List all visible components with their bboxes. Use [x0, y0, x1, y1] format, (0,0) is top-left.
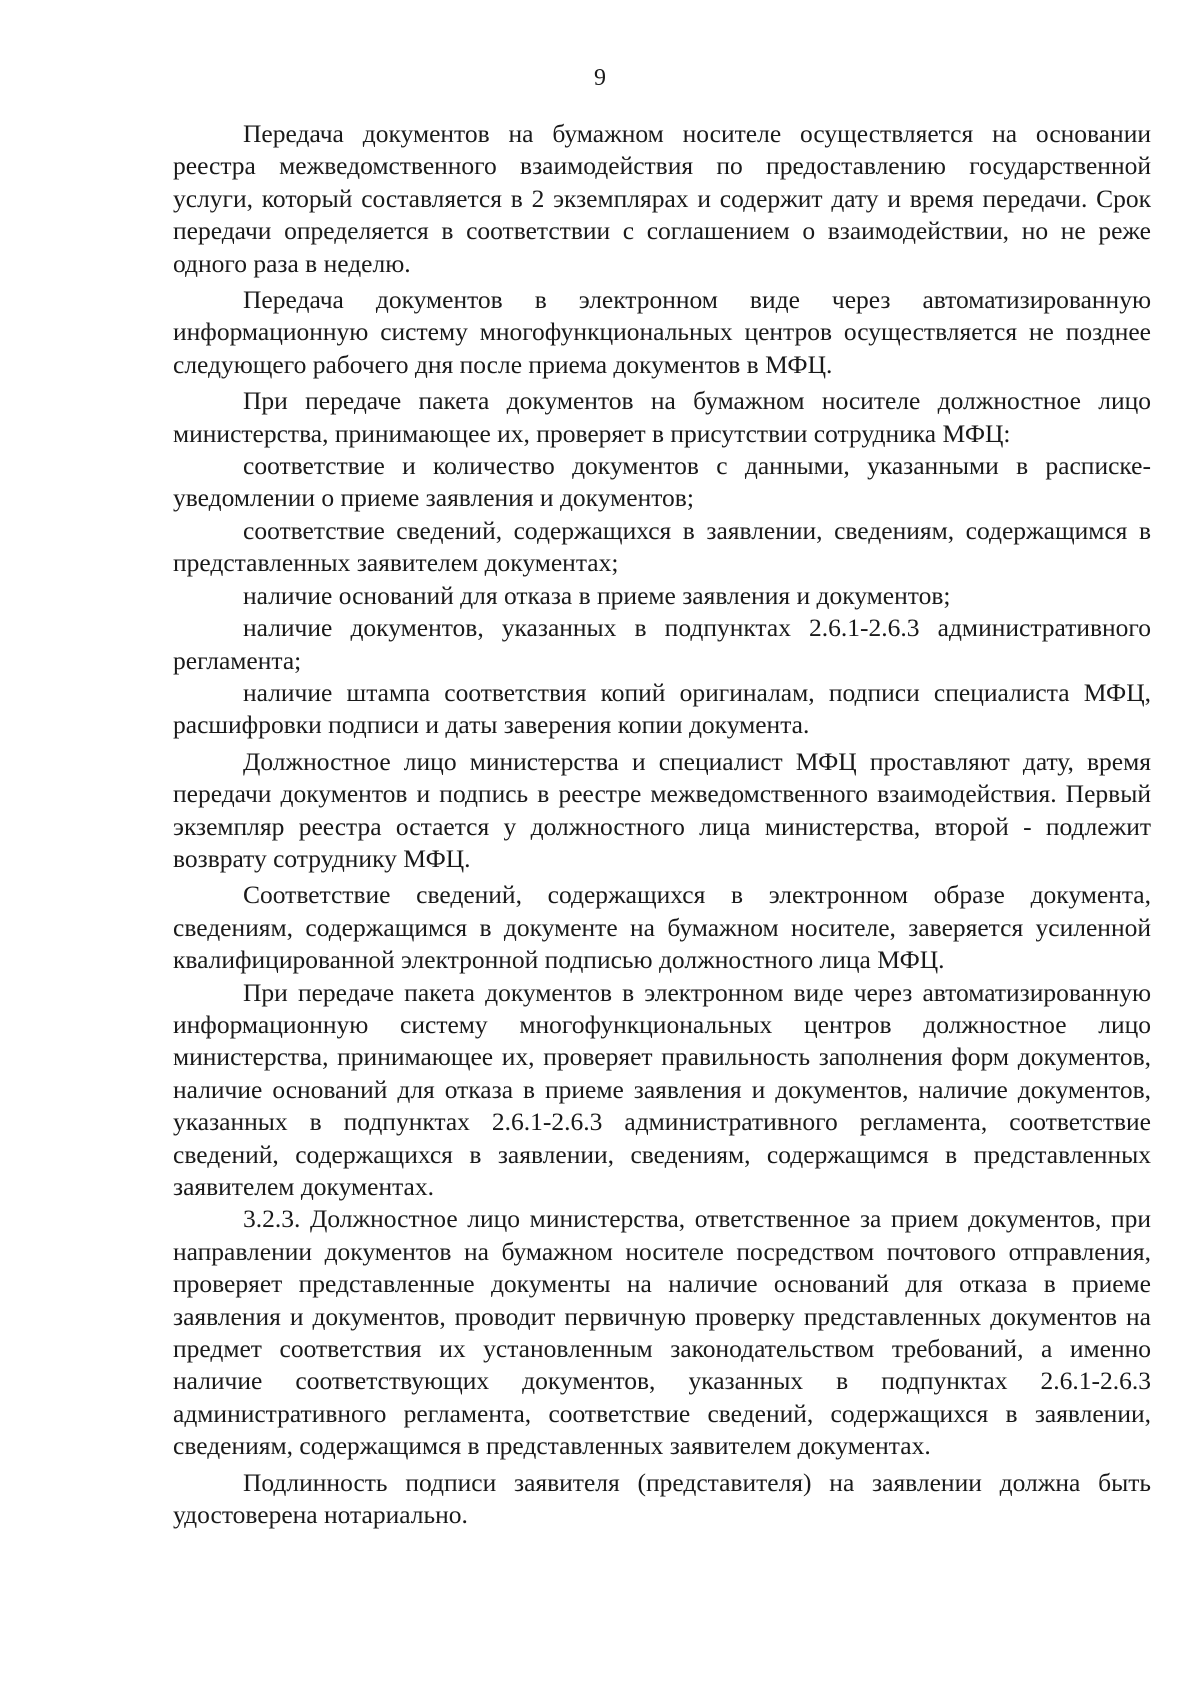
paragraph-notarization: Подлинность подписи заявителя (представителя) на заявлении должна быть удостоверена нотариально. — [173, 1467, 1151, 1530]
page-number: 9 — [594, 65, 606, 91]
paragraph-electronic-signature: Соответствие сведений, содержащихся в электронном образе документа, сведениям, содержащимся в документе на бумажном носителе, заверяется усиленной квалифицированной электронной подписью должностного лица МФЦ. — [173, 880, 1151, 975]
list-item-stamp-presence: наличие штампа соответствия копий оригиналам, подписи специалиста МФЦ, расшифровки подписи и даты заверения копии документа. — [173, 677, 1151, 740]
paragraph-electronic-transfer: Передача документов в электронном виде через автоматизированную информационную систему многофункциональных центров осуществляется не позднее следующего рабочего дня после приема документов в МФЦ. — [173, 285, 1151, 379]
list-item-compliance-information: соответствие сведений, содержащихся в заявлении, сведениям, содержащимся в представленных заявителем документах; — [173, 515, 1151, 578]
list-item-refusal-grounds: наличие оснований для отказа в приеме заявления и документов; — [243, 580, 951, 610]
paragraph-registry-signing: Должностное лицо министерства и специалист МФЦ проставляют дату, время передачи документов и подпись в реестре межведомственного взаимодействия. Первый экземпляр реестра остается у должностного лица министерства, второй - подлежит возврату сотруднику МФЦ. — [173, 746, 1151, 873]
paragraph-paper-check-intro: При передаче пакета документов на бумажном носителе должностное лицо министерства, принимающее их, проверяет в присутствии сотрудника МФЦ: — [173, 386, 1151, 448]
paragraph-section-3-2-3: 3.2.3. Должностное лицо министерства, ответственное за прием документов, при направлении документов на бумажном носителе посредством почтового отправления, проверяет представленные документы на наличие оснований для отказа в приеме заявления и документов, проводит первичную проверку представленных документов на предмет соответствия их установленным законодательством требований, а именно наличие соответствующих документов, указанных в подпунктах 2.6.1-2.6.3 административного регламента, соответствие сведений, содержащихся в заявлении, сведениям, содержащимся в представленных заявителем документах. — [173, 1204, 1151, 1461]
paragraph-paper-transfer: Передача документов на бумажном носителе осуществляется на основании реестра межведомственного взаимодействия по предоставлению государственной услуги, который составляется в 2 экземплярах и содержит дату и время передачи. Срок передачи определяется в соответствии с соглашением о взаимодействии, но не реже одного раза в неделю. — [173, 119, 1151, 278]
list-item-documents-presence: наличие документов, указанных в подпунктах 2.6.1-2.6.3 административного регламента; — [173, 613, 1151, 675]
paragraph-electronic-check: При передаче пакета документов в электронном виде через автоматизированную информационную систему многофункциональных центров должностное лицо министерства, принимающее их, проверяет правильность заполнения форм документов, наличие оснований для отказа в приеме заявления и документов, наличие документов, указанных в подпунктах 2.6.1-2.6.3 административного регламента, соответствие сведений, содержащихся в заявлении, сведениям, содержащимся в представленных заявителем документах. — [173, 977, 1151, 1201]
document-body — [173, 118, 1151, 1531]
list-item-compliance-receipt: соответствие и количество документов с данными, указанными в расписке-уведомлении о приеме заявления и документов; — [173, 451, 1151, 513]
